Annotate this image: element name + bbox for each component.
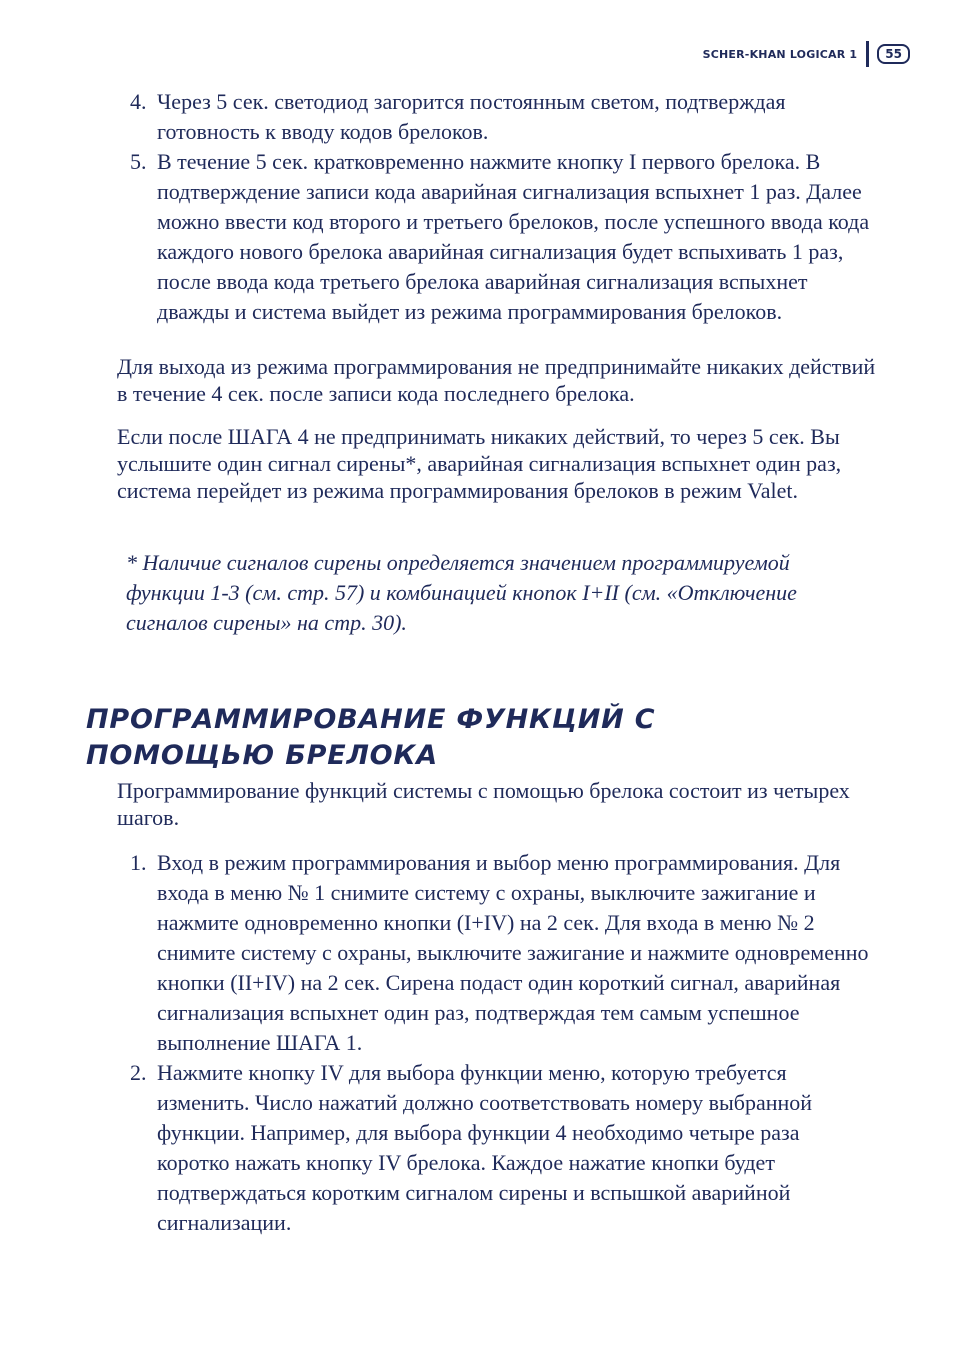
page-header <box>703 40 910 68</box>
header-divider <box>866 41 869 67</box>
list-item-number: 4. <box>130 89 147 114</box>
list-item-text: Нажмите кнопку IV для выбора функции меню, которую требуется изменить. Число нажатий должно соответствовать номеру выбранной функции. Например, для выбора функции 4 необходимо четыре раза коротко нажать кнопку IV брелока. Каждое нажатие кнопки будет подтверждаться коротким сигналом сирены и вспышкой аварийной сигнализации. <box>157 1060 813 1235</box>
list-item-number: 1. <box>130 850 147 875</box>
list-item-number: 5. <box>130 149 147 174</box>
list-item-text: Вход в режим программирования и выбор меню программирования. Для входа в меню № 1 снимите систему с охраны, выключите зажигание и нажмите одновременно кнопки (I+IV) на 2 сек. Для входа в меню № 2 снимите систему с охраны, выключите зажигание и нажмите одновременно кнопки (II+IV) на 2 сек. Сирена подаст один короткий сигнал, аварийная сигнализация вспыхнет один раз, подтверждая тем самым успешное выполнение ШАГА 1. <box>157 850 869 1055</box>
page-number: 55 <box>877 44 910 64</box>
list-item-text: В течение 5 сек. кратковременно нажмите кнопку I первого брелока. В подтверждение записи кода аварийная сигнализация вспыхнет 1 раз. Далее можно ввести код второго и третьего брелоков, после успешного ввода кода каждого нового брелока аварийная сигнализация будет вспыхивать 1 раз, после ввода кода третьего брелока аварийная сигнализация вспыхнет дважды и система выйдет из режима программирования брелоков. <box>157 149 870 324</box>
manual-title: SCHER-KHAN LOGICAR 1 <box>702 47 858 61</box>
top-step-list <box>0 87 954 327</box>
list-item-text: Через 5 сек. светодиод загорится постоянным светом, подтверждая готовность к вводу кодов брелоков. <box>157 89 786 144</box>
section-heading: ПРОГРАММИРОВАНИЕ ФУНКЦИЙ С ПОМОЩЬЮ БРЕЛОКА <box>86 704 656 771</box>
list-item-number: 2. <box>130 1060 147 1085</box>
section-intro: Программирование функций системы с помощью брелока состоит из четырех шагов. <box>117 778 850 830</box>
step4-paragraph: Если после ШАГА 4 не предпринимать никаких действий, то через 5 сек. Вы услышите один сигнал сирены*, аварийная сигнализация вспыхнет один раз, система перейдет из режима программирования брелоков в режим Valet. <box>117 424 842 503</box>
exit-paragraph: Для выхода из режима программирования не предпринимайте никаких действий в течение 4 сек. после записи кода последнего брелока. <box>117 354 876 406</box>
list-item <box>0 848 954 1058</box>
list-item <box>0 1058 954 1238</box>
list-item <box>0 87 954 147</box>
list-item <box>0 147 954 327</box>
section-step-list <box>0 848 954 1238</box>
footnote: * Наличие сигналов сирены определяется значением программируемой функции 1-3 (см. стр. 57) и комбинацией кнопок I+II (см. «Отключение сигналов сирены» на стр. 30). <box>126 550 797 635</box>
